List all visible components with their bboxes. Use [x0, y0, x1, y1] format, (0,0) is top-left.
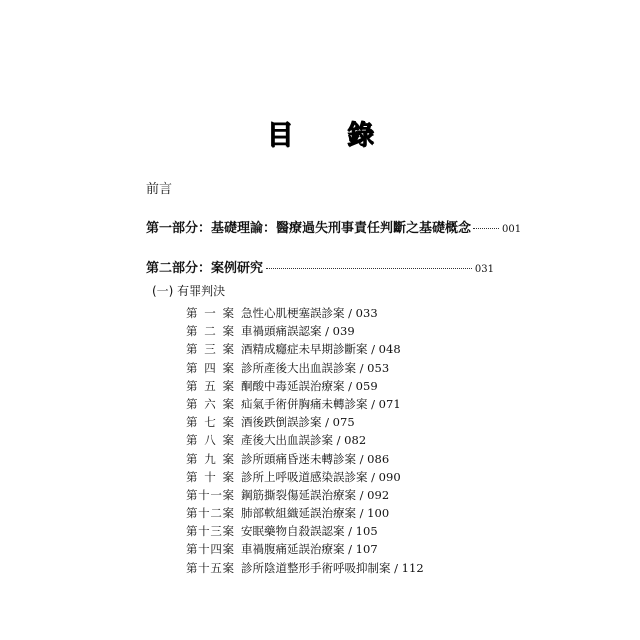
- case-number: 第九案: [186, 451, 234, 466]
- case-title: 鋼筋撕裂傷延誤治療案 / 092: [241, 487, 390, 502]
- case-number: 第十五案: [186, 560, 234, 575]
- case-number: 第八案: [186, 433, 234, 448]
- case-number: 第五案: [186, 378, 234, 393]
- case-item: [186, 540, 424, 558]
- case-item: [186, 322, 424, 340]
- case-number: 第六案: [186, 396, 234, 411]
- case-item: [186, 450, 424, 468]
- case-title: 酮酸中毒延誤治療案 / 059: [241, 378, 378, 393]
- case-number: 第十二案: [186, 506, 234, 521]
- case-number: 第七案: [186, 415, 234, 430]
- case-title: 車禍頭痛誤認案 / 039: [241, 324, 355, 339]
- section-heading: (一) 有罪判決: [152, 284, 226, 298]
- case-item: [186, 359, 424, 377]
- part-two-page: 031: [474, 264, 494, 275]
- dot-leader: [266, 268, 472, 269]
- case-item: [186, 395, 424, 413]
- case-number: 第十三案: [186, 524, 234, 539]
- case-title: 車禍腹痛延誤治療案 / 107: [241, 542, 378, 557]
- toc-title: 目 錄: [266, 120, 396, 151]
- case-number: 第十四案: [186, 542, 234, 557]
- part-two-label: 第二部分：案例研究: [146, 261, 264, 276]
- case-item: [186, 468, 424, 486]
- case-title: 產後大出血誤診案 / 082: [241, 433, 367, 448]
- case-title: 肺部軟組織延誤治療案 / 100: [241, 506, 390, 521]
- case-title: 酒精成癮症未早期診斷案 / 048: [241, 342, 401, 357]
- case-number: 第二案: [186, 324, 234, 339]
- case-item: [186, 304, 424, 322]
- case-number: 第四案: [186, 360, 234, 375]
- case-title: 診所產後大出血誤診案 / 053: [241, 360, 390, 375]
- part-one-label: 第一部分：基礎理論：醫療過失刑事責任判斷之基礎概念: [146, 221, 472, 236]
- case-item: [186, 559, 424, 577]
- case-title: 急性心肌梗塞誤診案 / 033: [241, 306, 378, 320]
- part-one-entry: [146, 217, 521, 235]
- case-title: 診所頭痛昏迷未轉診案 / 086: [241, 451, 390, 466]
- case-title: 疝氣手術併胸痛未轉診案 / 071: [241, 396, 401, 411]
- part-one-page: 001: [502, 224, 522, 235]
- case-list: [186, 304, 424, 577]
- case-item: [186, 522, 424, 540]
- dot-leader: [473, 228, 499, 229]
- preface-entry: 前言: [146, 182, 173, 197]
- part-two-entry: [146, 257, 494, 275]
- case-title: 安眠藥物自殺誤認案 / 105: [241, 524, 378, 539]
- case-number: 第三案: [186, 342, 234, 357]
- case-item: [186, 377, 424, 395]
- case-number: 第一案: [186, 306, 234, 320]
- case-item: [186, 340, 424, 358]
- case-number: 第十案: [186, 469, 234, 484]
- case-item: [186, 504, 424, 522]
- case-title: 酒後跌倒誤診案 / 075: [241, 415, 355, 430]
- case-item: [186, 431, 424, 449]
- case-title: 診所陰道整形手術呼吸抑制案 / 112: [241, 560, 424, 575]
- case-number: 第十一案: [186, 487, 234, 502]
- case-title: 診所上呼吸道感染誤診案 / 090: [241, 469, 401, 484]
- case-item: [186, 413, 424, 431]
- case-item: [186, 486, 424, 504]
